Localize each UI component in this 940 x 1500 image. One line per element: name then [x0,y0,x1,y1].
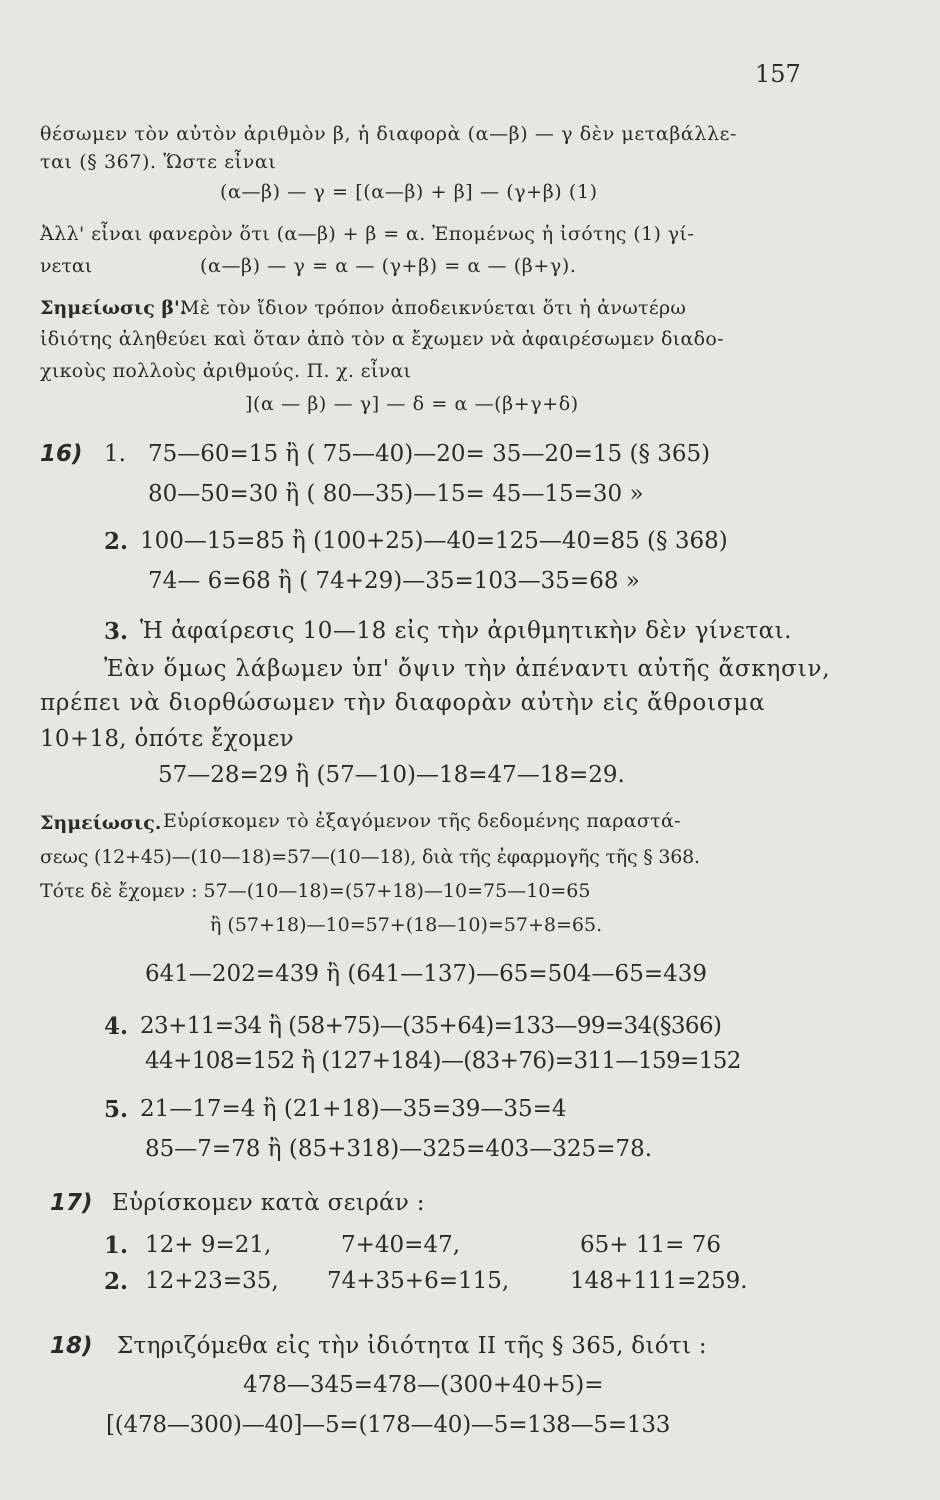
text-line: ται (§ 367). Ὥστε εἶναι [40,151,277,173]
text-line: Ἀλλ' εἶναι φανερὸν ὅτι (α—β) + β = α. Ἐπομένως ἡ ἰσότης (1) γί- [40,223,695,245]
item-number: 2. [104,1268,129,1295]
sum-cell: 148+111=259. [570,1268,748,1294]
equation-line: 75—60=15 ἢ ( 75—40)—20= 35—20=15 (§ 365) [148,441,711,467]
equation-line: 80—50=30 ἢ ( 80—35)—15= 45—15=30 » [148,481,644,507]
equation-line: 57—28=29 ἢ (57—10)—18=47—18=29. [158,762,625,788]
note-heading: Σημείωσις. [40,812,162,834]
page-number: 157 [755,60,801,88]
note-heading: Σημείωσις β'. [40,297,187,319]
sum-cell: 65+ 11= 76 [580,1232,721,1258]
equation-1: (α—β) — γ = [(α—β) + β] — (γ+β) (1) [220,181,598,203]
sum-cell: 74+35+6=115, [327,1268,510,1294]
section-number-18: 18) [50,1333,93,1359]
item-number: 5. [104,1096,129,1123]
section-number-17: 17) [50,1190,93,1216]
equation-line: 478—345=478—(300+40+5)= [243,1372,604,1398]
section-title: Εὑρίσκομεν κατὰ σειράν : [112,1190,425,1216]
item-number: 2. [104,528,129,555]
equation-line: ἢ (57+18)—10=57+(18—10)=57+8=65. [210,914,603,936]
equation-line: [(478—300)—40]—5=(178—40)—5=138—5=133 [106,1412,671,1438]
text-line: ἰδιότης ἀληθεύει καὶ ὅταν ἀπὸ τὸν α ἔχωμεν νὰ ἀφαιρέσωμεν διαδο- [40,328,724,350]
section-title: Στηριζόμεθα εἰς τὴν ἰδιότητα II τῆς § 365, διότι : [117,1333,707,1359]
text-line: νεται [40,255,93,277]
section-number-16: 16) [40,441,83,467]
equation-line: (α—β) — γ = α — (γ+β) = α — (β+γ). [200,255,577,277]
equation-line: 23+11=34 ἢ (58+75)—(35+64)=133—99=34(§366) [140,1013,722,1039]
equation-line: 44+108=152 ἢ (127+184)—(83+76)=311—159=152 [145,1048,741,1074]
sum-cell: 7+40=47, [341,1232,461,1258]
text-line: Ἡ ἀφαίρεσις 10—18 εἰς τὴν ἀριθμητικὴν δὲν γίνεται. [140,618,792,644]
item-number: 1. [104,1232,129,1259]
equation-line: 100—15=85 ἢ (100+25)—40=125—40=85 (§ 368) [140,528,728,554]
equation-line: 85—7=78 ἢ (85+318)—325=403—325=78. [145,1136,653,1162]
text-line: Εὑρίσκομεν τὸ ἐξαγόμενον τῆς δεδομένης παραστά- [163,810,681,832]
text-line: σεως (12+45)—(10—18)=57—(10—18), διὰ τῆς ἐφαρμογῆς τῆς § 368. [40,846,700,868]
sum-cell: 12+ 9=21, [145,1232,272,1258]
text-line: χικοὺς πολλοὺς ἀριθμούς. Π. χ. εἶναι [40,360,412,382]
text-line: Τότε δὲ ἔχομεν : 57—(10—18)=(57+18)—10=75—10=65 [40,880,591,902]
equation-line: ](α — β) — γ] — δ = α —(β+γ+δ) [245,393,579,415]
equation-line: 641—202=439 ἢ (641—137)—65=504—65=439 [145,961,707,987]
text-line: Ἐὰν ὅμως λάβωμεν ὑπ' ὄψιν τὴν ἀπέναντι αὐτῆς ἄσκησιν, [104,656,831,682]
text-line: θέσωμεν τὸν αὐτὸν ἀριθμὸν β, ἡ διαφορὰ (α—β) — γ δὲν μεταβάλλε- [40,123,738,145]
text-line: πρέπει νὰ διορθώσωμεν τὴν διαφορὰν αὐτὴν εἰς ἄθροισμα [40,690,766,716]
equation-line: 74— 6=68 ἢ ( 74+29)—35=103—35=68 » [148,568,640,594]
equation-line: 21—17=4 ἢ (21+18)—35=39—35=4 [140,1096,567,1122]
text-line: 10+18, ὁπότε ἔχομεν [40,726,294,752]
item-number: 1. [104,441,126,467]
sum-cell: 12+23=35, [145,1268,279,1294]
item-number: 3. [104,618,129,645]
item-number: 4. [104,1013,129,1040]
text-line: Μὲ τὸν ἴδιον τρόπον ἀποδεικνύεται ὅτι ἡ ἀνωτέρω [180,297,687,319]
